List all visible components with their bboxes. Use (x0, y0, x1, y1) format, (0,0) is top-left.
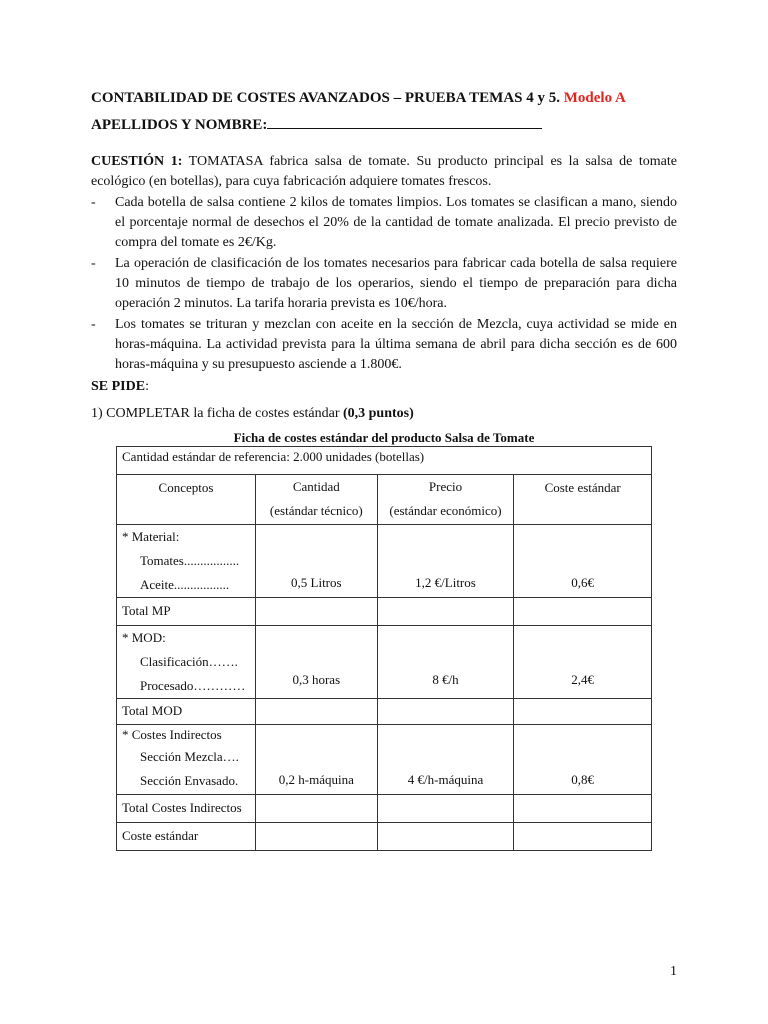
page-number: 1 (670, 964, 677, 979)
table-row (117, 475, 652, 525)
table-row (117, 823, 652, 851)
indirect-cantidad: 0,2 h-máquina (255, 725, 377, 795)
task-points: (0,3 puntos) (342, 406, 414, 421)
empty-cell (377, 823, 514, 851)
empty-cell (514, 823, 652, 851)
empty-cell (255, 823, 377, 851)
model-label: Modelo A (563, 90, 626, 106)
indirect-coste: 0,8€ (514, 725, 652, 795)
reference-cell: Cantidad estándar de referencia: 2.000 unidades (botellas) (117, 447, 652, 475)
empty-cell (377, 699, 514, 725)
bullet-item (91, 193, 677, 254)
mod-cantidad: 0,3 horas (255, 626, 377, 699)
total-mod-label: Total MOD (117, 699, 256, 725)
material-cantidad: 0,5 Litros (255, 525, 377, 598)
task-line (91, 404, 414, 424)
header-cantidad-sub: (estándar técnico) (269, 503, 363, 518)
bullet-item (91, 315, 677, 376)
bullet-text: La operación de clasificación de los tomates necesarios para fabricar cada botella de salsa requiere 10 minutos de tiempo de trabajo de los operarios, siendo el tiempo de preparación para dicha operación 2 minutos. La tarifa horaria prevista es 10€/hora. (115, 256, 677, 312)
indirect-item-envasado: Sección Envasado. (140, 773, 239, 788)
indirect-item-mezcla: Sección Mezcla…. (140, 749, 239, 764)
bullet-dash: - (91, 317, 96, 332)
indirect-cell (117, 725, 256, 795)
table-row (117, 447, 652, 475)
name-label: APELLIDOS Y NOMBRE: (91, 117, 268, 133)
exam-title: CONTABILIDAD DE COSTES AVANZADOS – PRUEBA TEMAS 4 y 5. (91, 90, 560, 106)
header-precio-sub: (estándar económico) (389, 503, 502, 518)
material-cell (117, 525, 256, 598)
table-row (117, 725, 652, 795)
header-cantidad (255, 475, 377, 525)
indirect-precio: 4 €/h-máquina (377, 725, 514, 795)
bullet-text: Los tomates se trituran y mezclan con aceite en la sección de Mezcla, cuya actividad se mide en horas-máquina. La actividad prevista para la última semana de abril para dicha sección es de 600 horas-máquina y su presupuesto asciende a 1.800€. (115, 317, 677, 373)
table-title: Ficha de costes estándar del producto Salsa de Tomate (233, 430, 535, 445)
empty-cell (255, 699, 377, 725)
mod-cell (117, 626, 256, 699)
empty-cell (514, 699, 652, 725)
cost-sheet-table (116, 446, 652, 851)
indirect-label: * Costes Indirectos (122, 727, 222, 742)
question-intro-text: TOMATASA fabrica salsa de tomate. Su producto principal es la salsa de tomate ecológico (en botellas), para cuya fabricación adquiere tomates frescos. (91, 154, 677, 189)
header-cantidad-label: Cantidad (292, 479, 340, 494)
se-pide-heading (91, 377, 149, 397)
coste-estandar-label: Coste estándar (117, 823, 256, 851)
bullet-dash: - (91, 256, 96, 271)
empty-cell (255, 598, 377, 626)
se-pide-colon: : (145, 379, 149, 394)
header-precio (377, 475, 514, 525)
document-title (91, 88, 626, 108)
header-conceptos: Conceptos (117, 475, 256, 525)
question-label: CUESTIÓN 1: (91, 154, 183, 169)
name-line (91, 114, 542, 135)
name-blank (267, 114, 542, 129)
question-intro (91, 152, 677, 192)
empty-cell (514, 795, 652, 823)
material-label: * Material: (122, 529, 180, 544)
total-mp-label: Total MP (117, 598, 256, 626)
mod-coste: 2,4€ (514, 626, 652, 699)
bullet-dash: - (91, 195, 96, 210)
empty-cell (377, 795, 514, 823)
mod-item-clasificacion: Clasificación……. (140, 654, 238, 669)
empty-cell (255, 795, 377, 823)
header-precio-label: Precio (428, 479, 463, 494)
total-indirect-label: Total Costes Indirectos (117, 795, 256, 823)
header-coste: Coste estándar (514, 475, 652, 525)
mod-precio: 8 €/h (377, 626, 514, 699)
material-precio: 1,2 €/Litros (377, 525, 514, 598)
task-text: 1) COMPLETAR la ficha de costes estándar (91, 406, 343, 421)
table-row (117, 626, 652, 699)
table-row (117, 525, 652, 598)
mod-item-procesado: Procesado………… (140, 678, 246, 693)
material-item-aceite: Aceite................. (140, 577, 230, 592)
table-row (117, 795, 652, 823)
material-item-tomates: Tomates................. (140, 553, 240, 568)
empty-cell (377, 598, 514, 626)
se-pide-label: SE PIDE (91, 379, 146, 394)
material-coste: 0,6€ (514, 525, 652, 598)
bullet-item (91, 254, 677, 315)
bullet-text: Cada botella de salsa contiene 2 kilos de tomates limpios. Los tomates se clasifican a mano, siendo el porcentaje normal de desechos el 20% de la cantidad de tomate analizada. El precio previsto de compra del tomate es 2€/Kg. (115, 195, 677, 251)
table-row (117, 699, 652, 725)
table-row (117, 598, 652, 626)
mod-label: * MOD: (122, 630, 166, 645)
empty-cell (514, 598, 652, 626)
